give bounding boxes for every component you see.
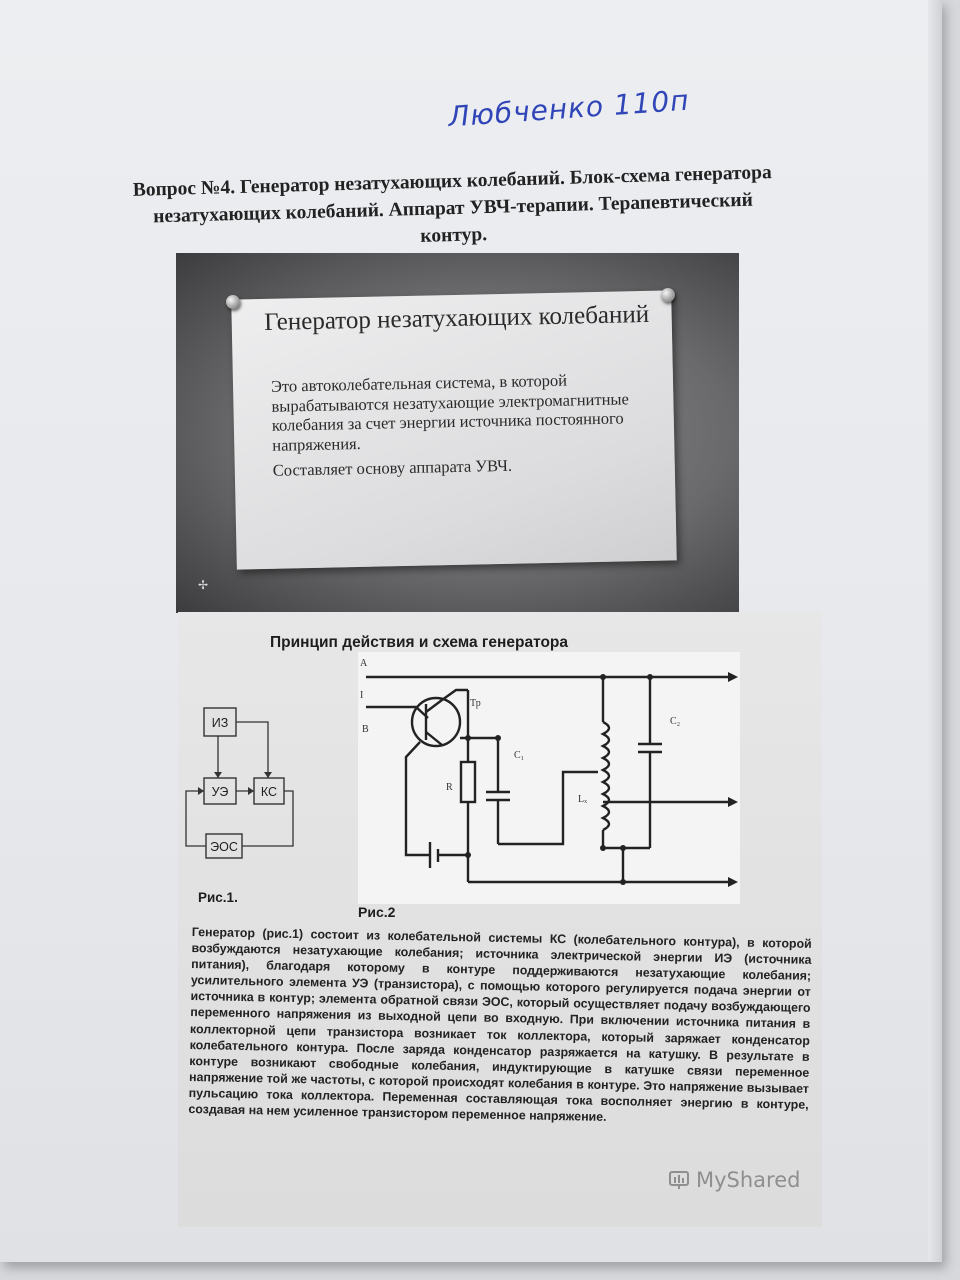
label-c1: C₁ bbox=[514, 750, 525, 761]
page-edge bbox=[928, 0, 942, 1262]
label-c2: C₂ bbox=[670, 716, 681, 727]
slide-paper-sheet bbox=[231, 290, 677, 569]
slide1-body bbox=[271, 369, 643, 480]
label-transistor: Тр bbox=[470, 698, 481, 709]
slide1-paragraph-2: Составляет основу аппарата УВЧ. bbox=[272, 455, 513, 480]
circuit-diagram-panel bbox=[358, 652, 740, 904]
label-coil: Lₓ bbox=[578, 794, 588, 805]
block-label-ks: КС bbox=[260, 785, 278, 799]
block-label-eos: ЭОС bbox=[210, 840, 238, 854]
label-b: B bbox=[362, 724, 369, 735]
slide1-paragraph-1: Это автоколебательная система, в которой вырабатываются незатухающие электромагнитные колебания за счет энергии источника постоянного напряжения. bbox=[270, 370, 630, 455]
circuit-diagram bbox=[358, 652, 740, 904]
watermark bbox=[668, 1168, 800, 1192]
block-label-iz: ИЗ bbox=[211, 716, 229, 730]
slide2-title: Принцип действия и схема генератора bbox=[270, 634, 569, 651]
slide1-title: Генератор незатухающих колебаний bbox=[263, 300, 650, 336]
block-diagram bbox=[178, 612, 358, 912]
myshared-logo-icon bbox=[668, 1169, 690, 1191]
pushpin-icon bbox=[661, 288, 675, 302]
slide-principle bbox=[178, 612, 822, 1227]
figure1-caption: Рис.1. bbox=[198, 890, 238, 905]
slide2-body-text: Генератор (рис.1) состоит из колебательной системы КС (колебательного контура), в которой возбуждаются незатухающие колебания; источника электрической энергии ИЭ (источника питания), благодаря которому в контуре поддерживаются незатухающие колебания; усилительного элемента УЭ (транзистора), с помощью которого регулируется подача энергии от источника в контур; элемента обратной связи ЭОС, который осуществляет подачу возбуждающего переменного напряжения из выходной цепи во входную. При включении источника питания в коллекторной цепи транзистора возникает ток коллектора, который заряжает конденсатор колебательного контура. После заряда конденсатор разряжается на катушку. В результате в контуре возникают свободные колебания, индуктирующие в катушке связи переменное напряжение той же частоты, с которой происходят колебания в контуре. Это напряжение вызывает пульсацию тока коллектора. Переменная составляющая тока восполняет энергию в контуре, создавая на нем усиленное транзистором переменное напряжение. bbox=[188, 924, 812, 1125]
watermark-text: MyShared bbox=[696, 1168, 801, 1192]
pushpin-icon bbox=[226, 295, 240, 309]
label-a: A bbox=[360, 658, 368, 669]
handwritten-note: Любченко 110п bbox=[447, 83, 691, 134]
figure2-caption: Рис.2 bbox=[358, 904, 396, 920]
cursor-mark-icon: ✢ bbox=[198, 578, 209, 592]
slide-photo-generator bbox=[176, 253, 739, 613]
label-i: I bbox=[360, 690, 364, 701]
label-resistor: R bbox=[446, 782, 453, 793]
question-title: Вопрос №4. Генератор незатухающих колебаний. Блок-схема генератора незатухающих колебаний. Аппарат УВЧ-терапии. Терапевтический контур. bbox=[132, 162, 772, 247]
block-label-ue: УЭ bbox=[211, 785, 229, 799]
